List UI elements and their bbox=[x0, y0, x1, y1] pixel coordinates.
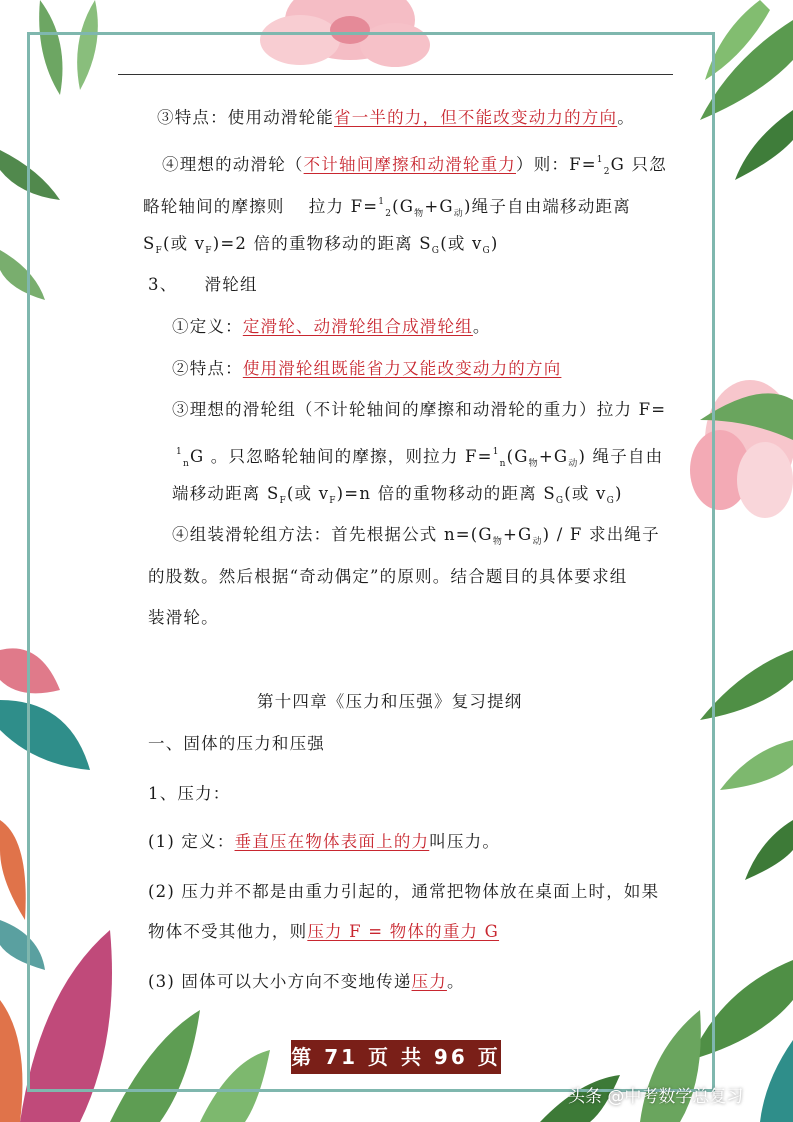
text-line: ②特点：使用滑轮组既能省力又能改变动力的方向 bbox=[172, 359, 562, 378]
text-line: 物体不受其他力，则压力 F = 物体的重力 G bbox=[148, 922, 500, 941]
highlight-text: 压力 bbox=[411, 972, 447, 991]
text-line: $S_F$(或 $v_F)=2$ 倍的重物移动的距离 $S_G$(或 $v_G$) bbox=[143, 234, 499, 256]
fraction: $^1_2$ bbox=[596, 155, 611, 177]
highlight-text: 不计轴间摩擦和动滑轮重力 bbox=[303, 155, 517, 174]
text-line: ①定义：定滑轮、动滑轮组合成滑轮组。 bbox=[172, 317, 491, 336]
text-line: 的股数。然后根据“奇动偶定”的原则。结合题目的具体要求组 bbox=[148, 567, 628, 586]
section-heading: 3、 滑轮组 bbox=[148, 275, 258, 294]
section-heading: 一、固体的压力和压强 bbox=[148, 734, 325, 753]
text-line: (3) 固体可以大小方向不变地传递压力。 bbox=[148, 972, 465, 991]
text-line: 装滑轮。 bbox=[148, 608, 219, 627]
text-line: ④理想的动滑轮（不计轴间摩擦和动滑轮重力）则：F=$^1_2$G 只忽 bbox=[162, 155, 667, 177]
fraction: $^1_n$ bbox=[176, 447, 190, 469]
text-line: $^1_n$G 。只忽略轮轴间的摩擦，则拉力 $F=^1_n(G_物+G_动)$ 绳子自由 bbox=[176, 447, 664, 469]
text-line: 端移动距离 $S_F$(或 $v_F)=n$ 倍的重物移动的距离 $S_G$(或 $v_G$) bbox=[172, 484, 623, 506]
text-line: (1) 定义：垂直压在物体表面上的力叫压力。 bbox=[148, 832, 501, 851]
fraction: $^1_n$ bbox=[492, 447, 507, 469]
highlight-text: 定滑轮、动滑轮组合成滑轮组 bbox=[242, 317, 473, 336]
highlight-text: 使用滑轮组既能省力又能改变动力的方向 bbox=[242, 359, 562, 378]
fraction: $^1_2$ bbox=[378, 197, 393, 219]
text-line: (2) 压力并不都是由重力引起的，通常把物体放在桌面上时，如果 bbox=[148, 882, 660, 901]
text-line: ③特点：使用动滑轮能省一半的力，但不能改变动力的方向。 bbox=[157, 108, 635, 127]
text-line: ③理想的滑轮组（不计轮轴间的摩擦和动滑轮的重力）拉力 F= bbox=[172, 400, 667, 419]
chapter-title: 第十四章《压力和压强》复习提纲 bbox=[257, 692, 523, 711]
text-line: ④组装滑轮组方法：首先根据公式 $n=(G_物+G_动) / F$ 求出绳子 bbox=[172, 525, 660, 547]
section-heading: 1、压力： bbox=[148, 784, 231, 803]
page-number-badge: 第 71 页 共 96 页 bbox=[291, 1040, 501, 1074]
highlight-text: 压力 F = 物体的重力 G bbox=[307, 922, 500, 941]
watermark-text: 头条 @中考数学总复习 bbox=[568, 1087, 744, 1107]
highlight-text: 省一半的力，但不能改变动力的方向 bbox=[334, 108, 618, 127]
text-line: 略轮轴间的摩擦则 拉力 $F=^1_2(G_物+G_动)$绳子自由端移动距离 bbox=[143, 197, 631, 219]
highlight-text: 垂直压在物体表面上的力 bbox=[234, 832, 430, 851]
